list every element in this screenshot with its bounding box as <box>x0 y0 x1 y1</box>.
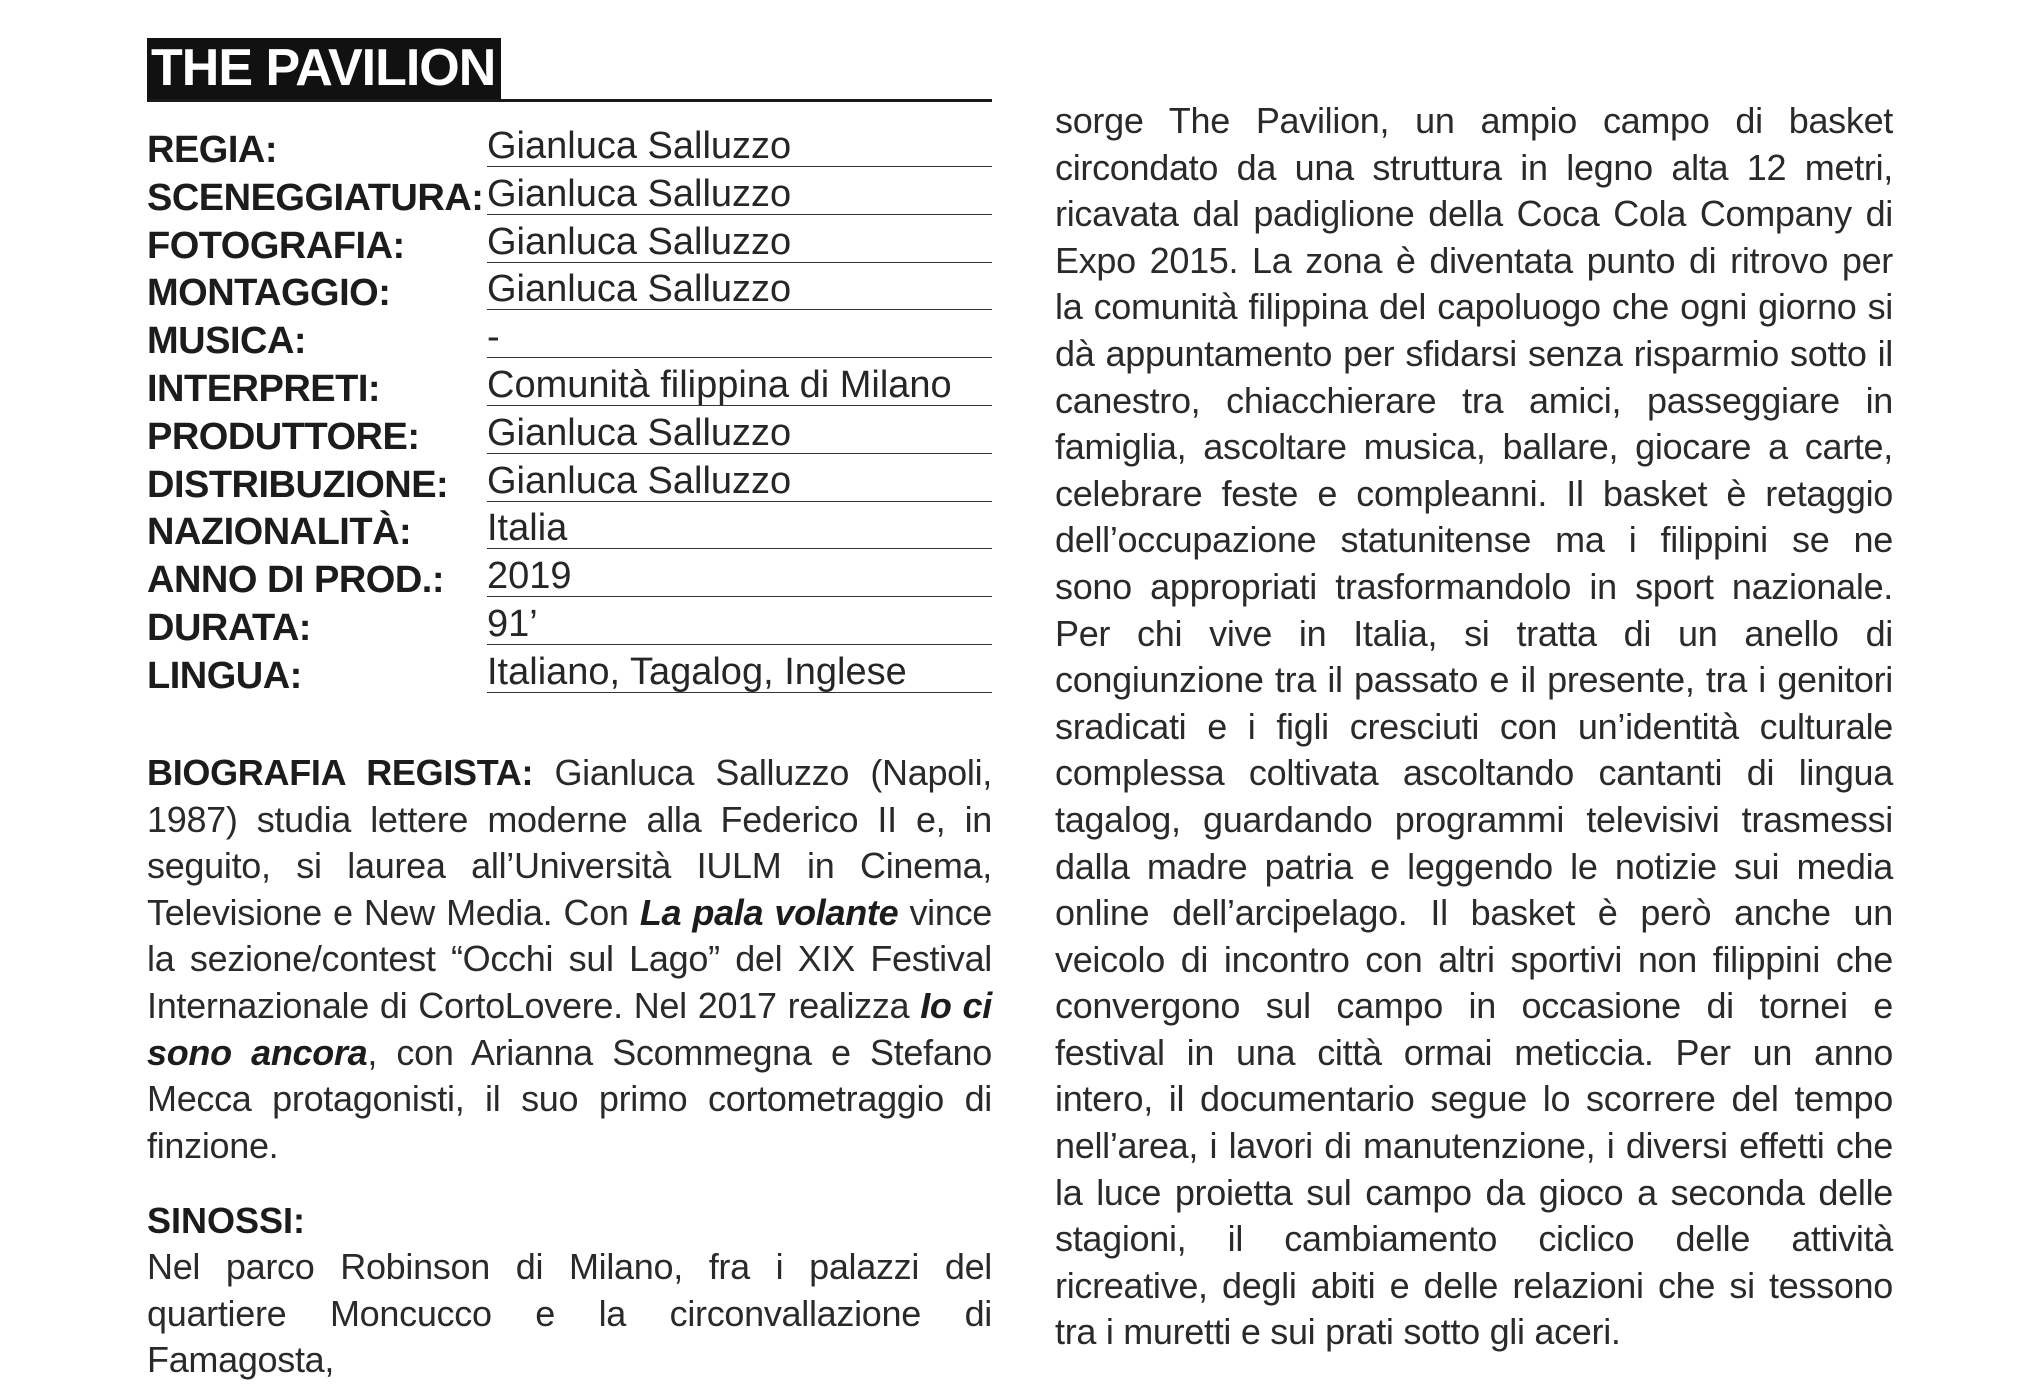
biography-text: Gianluca Salluzzo (Napoli, 1987) studia lettere moderne alla Federico II e, in seguito, si laurea all’Università IULM in Cinema, Televisione e New Media. Con <box>147 752 992 933</box>
credit-value: Gianluca Salluzzo <box>487 267 992 310</box>
synopsis-text-start: Nel parco Robinson di Milano, fra i palazzi del quartiere Moncucco e la circonvallazione di Famagosta, <box>147 1246 992 1381</box>
credit-label: MUSICA: <box>147 320 307 363</box>
credit-value: Gianluca Salluzzo <box>487 411 992 454</box>
credit-row <box>147 120 992 171</box>
title-bar <box>147 38 992 102</box>
credit-label: NAZIONALITÀ: <box>147 511 412 554</box>
biography-label: BIOGRAFIA REGISTA: <box>147 752 534 793</box>
film-title: Io ci sono ancora <box>147 984 992 1073</box>
page-title: THE PAVILION <box>147 38 501 99</box>
biography-text: , con Arianna Scommegna e Stefano Mecca protagonisti, il suo primo cortometraggio di finzione. <box>147 1031 993 1166</box>
credit-label: INTERPRETI: <box>147 367 381 410</box>
credit-label: REGIA: <box>147 129 277 171</box>
credit-row <box>147 455 992 506</box>
credit-value: Italia <box>487 506 992 549</box>
biography-text: vince la sezione/contest “Occhi sul Lago” del XIX Festival Internazionale di CortoLovere. Nel 2017 realizza <box>147 891 993 1026</box>
credit-row <box>147 216 992 267</box>
credit-value: Comunità filippina di Milano <box>487 363 992 406</box>
credit-label: ANNO DI PROD.: <box>147 559 444 602</box>
credit-row <box>147 311 992 363</box>
credit-label: FOTOGRAFIA: <box>147 224 405 267</box>
credit-label: DURATA: <box>147 606 311 649</box>
credit-value: Gianluca Salluzzo <box>487 459 992 502</box>
film-title: La pala volante <box>639 891 899 933</box>
credit-label: MONTAGGIO: <box>147 272 391 315</box>
credit-label: PRODUTTORE: <box>147 415 420 458</box>
credit-value: - <box>487 315 992 358</box>
credit-value: Italiano, Tagalog, Inglese <box>487 650 992 693</box>
credit-value: 91’ <box>487 602 992 645</box>
credit-label: SCENEGGIATURA: <box>147 176 484 219</box>
synopsis-heading: SINOSSI: <box>147 1200 306 1241</box>
synopsis-text-continued: sorge The Pavilion, un ampio campo di basket circondato da una struttura in legno alta 12 metri, ricavata dal padiglione della Coca Cola Company di Expo 2015. La zona è diventata punto di ritrovo per la comunità filippina del capoluogo che ogni giorno si dà appuntamento per sfidarsi senza risparmio sotto il canestro, chiacchierare tra amici, passeggiare in famiglia, ascoltare musica, ballare, giocare a carte, celebrare feste e compleanni. Il basket è retaggio dell’occupazione statunitense ma i filippini se ne sono appropriati trasformandolo in sport nazionale. Per chi vive in Italia, si tratta di un anello di congiunzione tra il passato e il presente, tra i genitori sradicati e i figli cresciuti con un’identità culturale complessa coltivata ascoltando cantanti di lingua tagalog, guardando programmi televisivi trasmessi dalla madre patria e leggendo le notizie sui media online dell’arcipelago. Il basket è però anche un veicolo di incontro con altri sportivi non filippini che convergono sul campo in occasione di tornei e festival in una città ormai meticcia. Per un anno intero, il documentario segue lo scorrere del tempo nell’area, i lavori di manutenzione, i diversi effetti che la luce proietta sul campo da gioco a seconda delle stagioni, il cambiamento ciclico delle attività ricreative, degli abiti e delle relazioni che si tessono tra i muretti e sui prati sotto gli aceri. <box>1055 100 1893 1353</box>
credit-row <box>147 502 992 554</box>
credit-row <box>147 263 992 315</box>
credit-row <box>147 646 992 697</box>
director-biography <box>147 750 992 1169</box>
credit-row <box>147 407 992 458</box>
credit-row <box>147 550 992 602</box>
credit-row <box>147 359 992 410</box>
credit-row <box>147 168 992 219</box>
credit-value: 2019 <box>487 554 992 597</box>
credit-value: Gianluca Salluzzo <box>487 124 992 167</box>
credit-label: LINGUA: <box>147 654 302 697</box>
credit-value: Gianluca Salluzzo <box>487 172 992 215</box>
credits-table <box>147 120 992 697</box>
credit-row <box>147 598 992 649</box>
credit-label: DISTRIBUZIONE: <box>147 463 449 506</box>
credit-value: Gianluca Salluzzo <box>487 220 992 263</box>
